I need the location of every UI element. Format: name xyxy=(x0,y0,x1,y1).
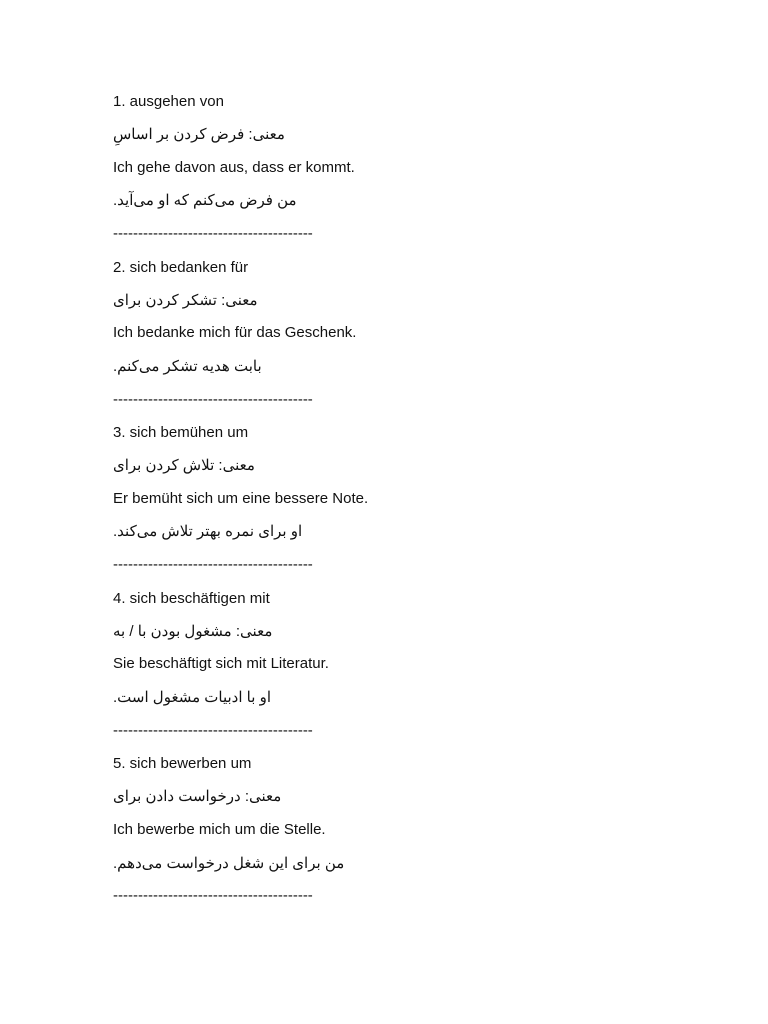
entry-separator: ---------------------------------------- xyxy=(113,556,313,573)
entry-heading: 3. sich bemühen um xyxy=(113,424,249,441)
entry-meaning: معنی: تلاش کردن برای xyxy=(113,457,255,474)
entry-meaning: معنی: مشغول بودن با / به xyxy=(113,623,273,640)
entry-example-persian: .بابت هدیه تشکر می‌کنم xyxy=(113,358,262,375)
entry-heading: 5. sich bewerben um xyxy=(113,755,252,772)
entry-heading: 2. sich bedanken für xyxy=(113,259,249,276)
entry-example-german: Ich bedanke mich für das Geschenk. xyxy=(113,324,357,341)
entry-heading: 1. ausgehen von xyxy=(113,93,224,110)
entry-example-german: Er bemüht sich um eine bessere Note. xyxy=(113,490,369,507)
entry-example-persian: .من برای این شغل درخواست می‌دهم xyxy=(113,855,345,872)
entry-meaning: معنی: تشکر کردن برای xyxy=(113,292,258,309)
entry-example-german: Sie beschäftigt sich mit Literatur. xyxy=(113,655,329,672)
entry-separator: ---------------------------------------- xyxy=(113,391,313,408)
entry-example-persian: .او برای نمره بهتر تلاش می‌کند xyxy=(113,523,303,540)
entry-separator: ---------------------------------------- xyxy=(113,225,313,242)
entry-separator: ---------------------------------------- xyxy=(113,887,313,904)
entry-example-german: Ich bewerbe mich um die Stelle. xyxy=(113,821,326,838)
entry-heading: 4. sich beschäftigen mit xyxy=(113,590,270,607)
entry-separator: ---------------------------------------- xyxy=(113,722,313,739)
entry-example-german: Ich gehe davon aus, dass er kommt. xyxy=(113,159,355,176)
entry-example-persian: .او با ادبیات مشغول است xyxy=(113,689,272,706)
entry-meaning: معنی: درخواست دادن برای xyxy=(113,788,282,805)
entry-meaning: معنی: فرض کردن بر اساسِ xyxy=(113,126,285,143)
entry-example-persian: .من فرض می‌کنم که او می‌آید xyxy=(113,192,297,209)
